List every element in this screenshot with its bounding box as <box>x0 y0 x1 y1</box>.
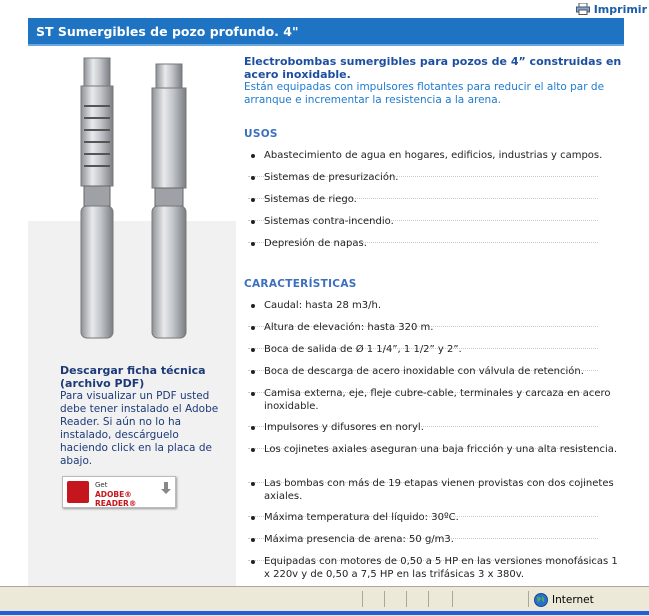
list-item: Depresión de napas. <box>248 238 618 260</box>
list-item: Boca de descarga de acero inoxidable con válvula de retención. <box>248 366 618 388</box>
list-item: Abastecimiento de agua en hogares, edificios, industrias y campos. <box>248 150 618 172</box>
list-item: Sistemas de presurización. <box>248 172 618 194</box>
product-heading: Electrobombas sumergibles para pozos de 4” construidas en acero inoxidable. <box>244 55 622 81</box>
list-item: Camisa externa, eje, fleje cubre-cable, terminales y carcaza en acero inoxidable. <box>248 388 618 422</box>
badge-name-label: ADOBE® READER® <box>95 490 137 508</box>
list-item: Las bombas con más de 19 etapas vienen provistas con dos cojinetes axiales. <box>248 478 618 512</box>
globe-icon <box>534 593 548 607</box>
badge-get-label: Get <box>95 481 108 489</box>
pump-product-image <box>28 46 236 348</box>
security-zone <box>534 593 594 607</box>
adobe-reader-badge[interactable] <box>62 476 176 508</box>
adobe-logo-icon <box>67 481 89 503</box>
list-item: Sistemas contra-incendio. <box>248 216 618 238</box>
print-button[interactable] <box>576 1 647 17</box>
product-image-panel <box>28 46 236 586</box>
list-item: Altura de elevación: hasta 320 m. <box>248 322 618 344</box>
taskbar-edge <box>0 611 649 615</box>
list-item: Caudal: hasta 28 m3/h. <box>248 300 618 322</box>
list-item: Máxima temperatura del líquido: 30ºC. <box>248 512 618 534</box>
page-title: ST Sumergibles de pozo profundo. 4" <box>28 18 624 46</box>
list-item: Sistemas de riego. <box>248 194 618 216</box>
product-subheading: Están equipadas con impulsores flotantes para reducir el alto par de arranque e incrementar la resistencia a la arena. <box>244 81 605 106</box>
printer-icon <box>576 3 590 15</box>
print-label[interactable]: Imprimir <box>593 2 647 16</box>
usos-list <box>248 150 618 260</box>
caracteristicas-heading: CARACTERÍSTICAS <box>244 278 357 290</box>
top-toolbar <box>0 0 649 18</box>
download-description: Para visualizar un PDF usted debe tener instalado el Adobe Reader. Si aún no lo ha instalado, descárguelo haciendo click en la placa de abajo. <box>60 390 219 467</box>
list-item: Los cojinetes axiales aseguran una baja fricción y una alta resistencia. <box>248 444 618 478</box>
list-item: Boca de salida de Ø 1 1/4”, 1 1/2” y 2”. <box>248 344 618 366</box>
list-item: Impulsores y difusores en noryl. <box>248 422 618 444</box>
download-arrow-icon <box>161 482 171 496</box>
list-item: Equipadas con motores de 0,50 a 5 HP en las versiones monofásicas 1 x 220v y de 0,50 a 7,5 HP en las trifásicas 3 x 380v. <box>248 556 618 582</box>
usos-heading: USOS <box>244 128 278 140</box>
caracteristicas-list <box>248 300 618 582</box>
list-item: Máxima presencia de arena: 50 g/m3. <box>248 534 618 556</box>
zone-label: Internet <box>552 594 594 606</box>
product-description <box>236 46 624 586</box>
download-title[interactable]: Descargar ficha técnica (archivo PDF) <box>60 364 206 390</box>
